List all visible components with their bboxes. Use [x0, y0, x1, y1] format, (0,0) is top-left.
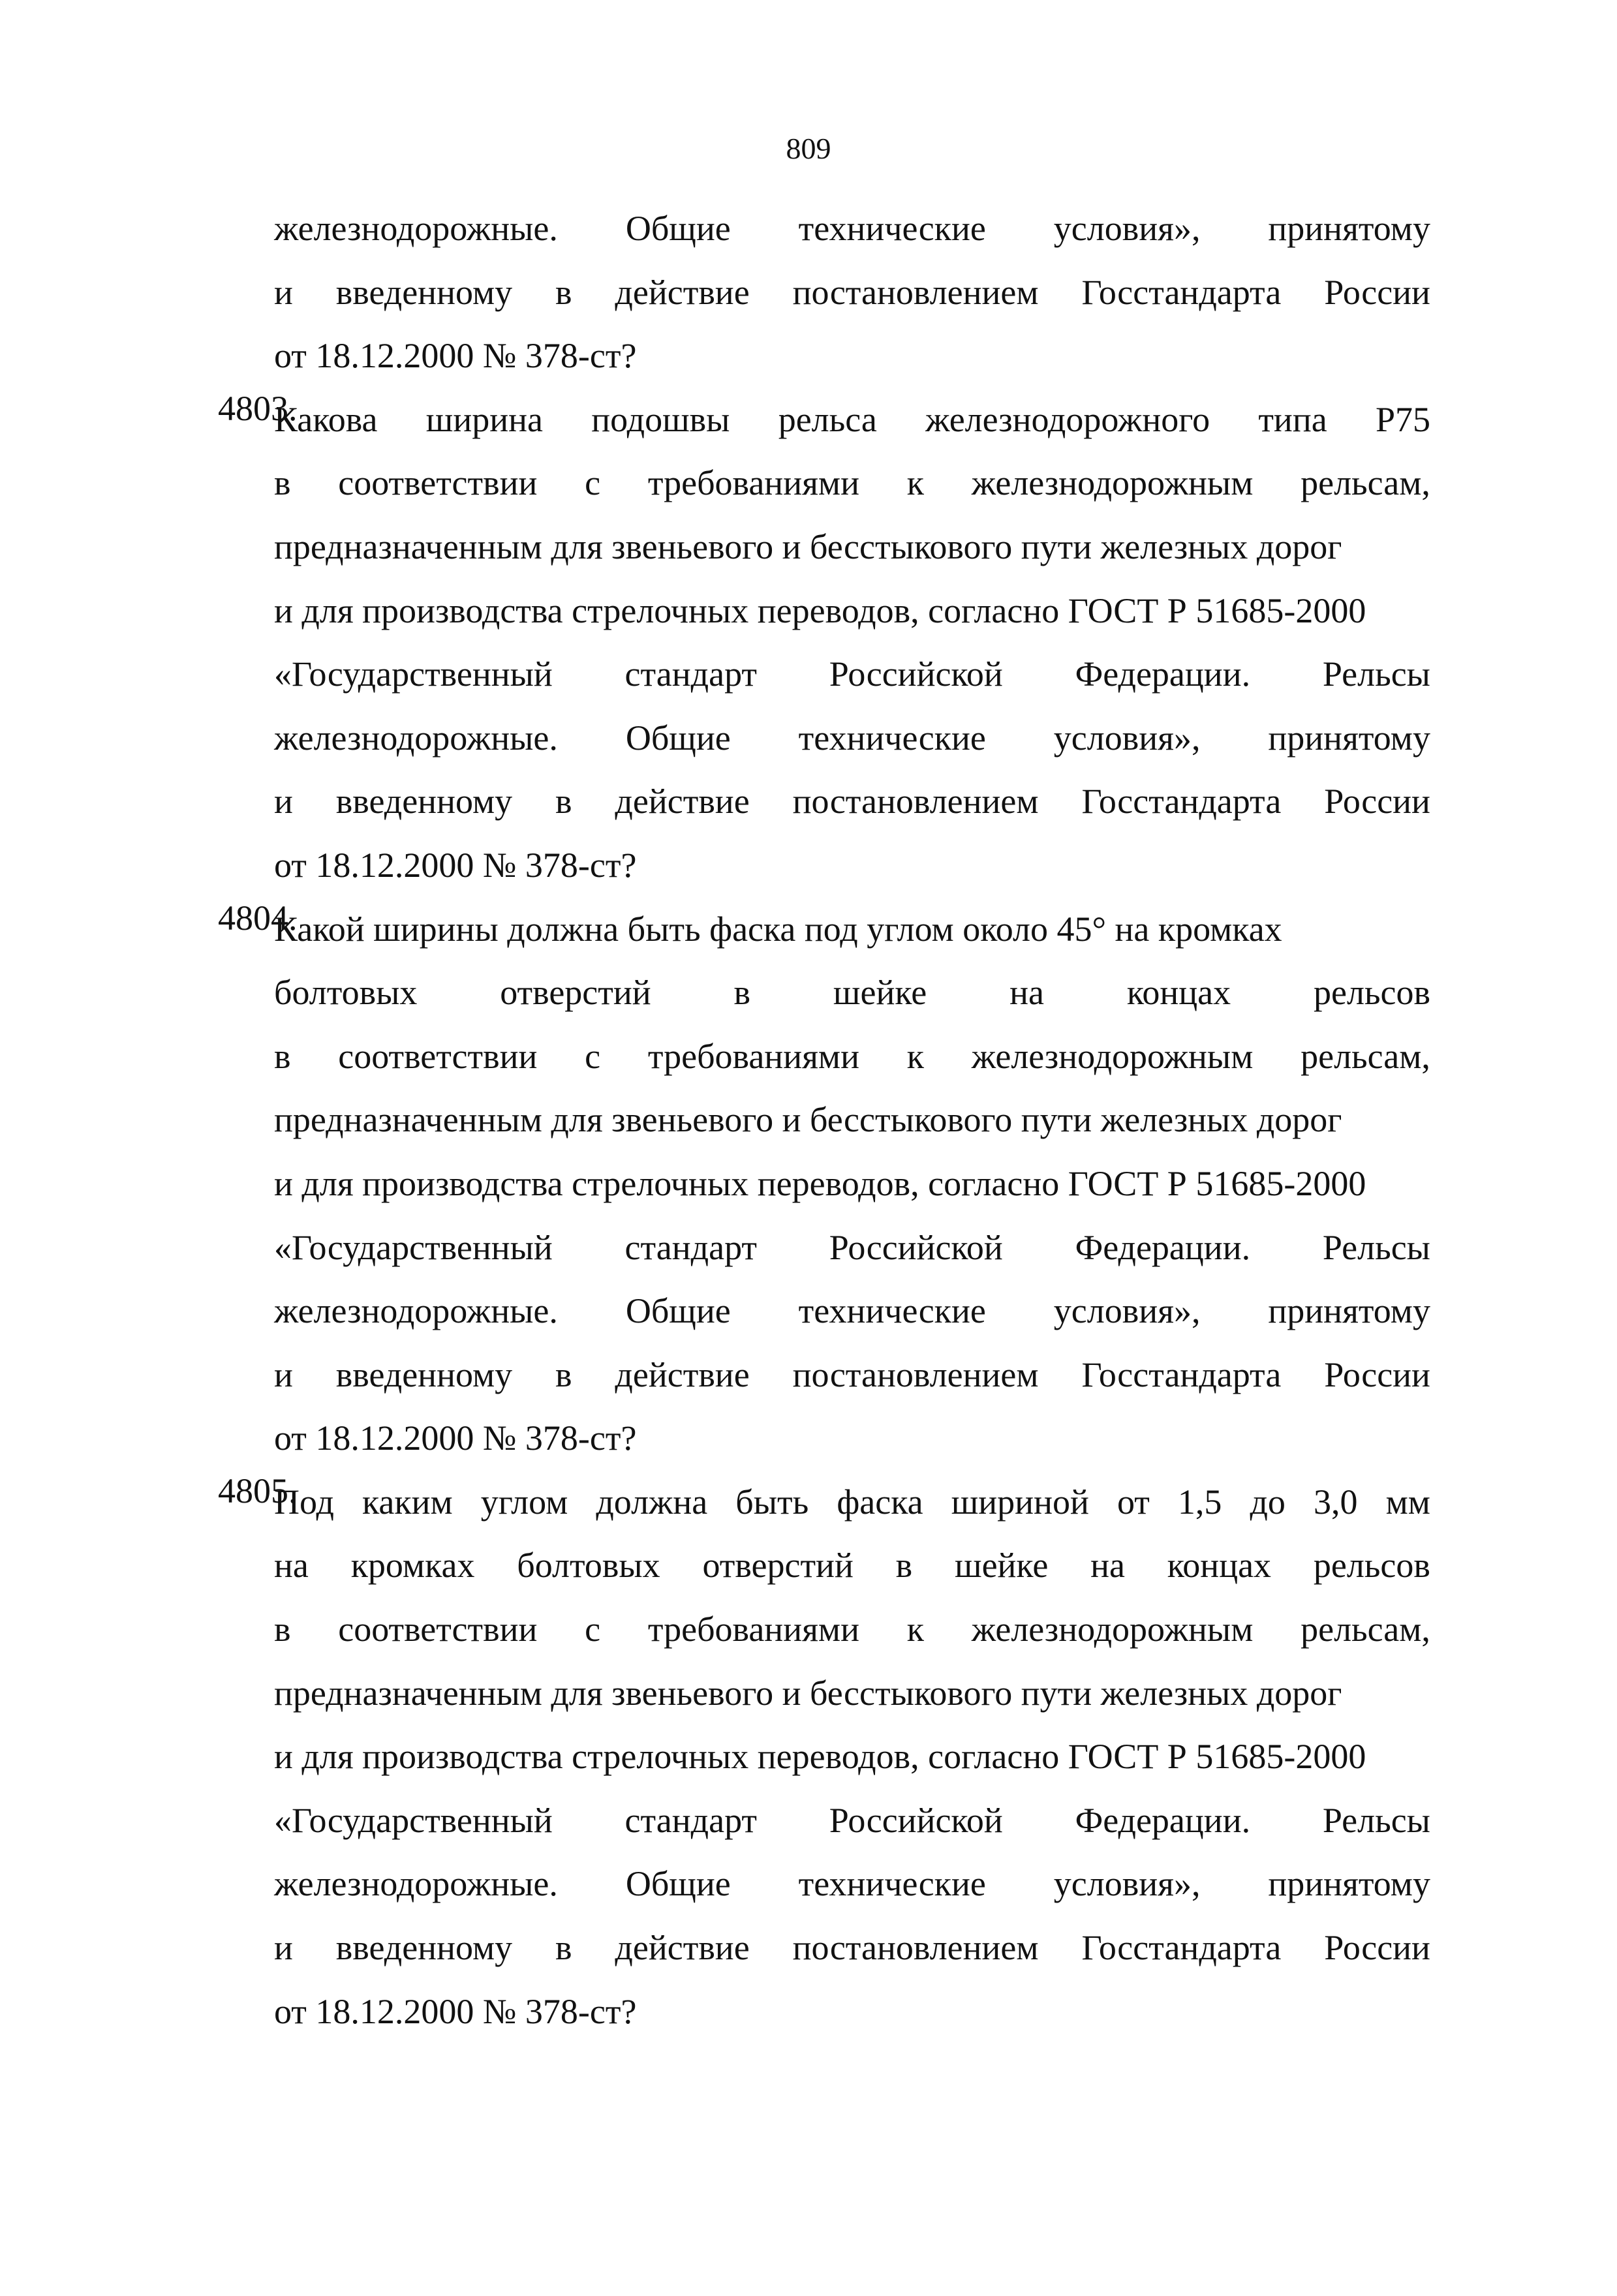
word: Рельсы: [1322, 1227, 1430, 1267]
word: должна: [596, 1482, 708, 1522]
word: действие: [615, 782, 750, 821]
word: технические: [798, 1864, 986, 1904]
text-line: [274, 707, 1430, 771]
text-line: [274, 961, 1430, 1025]
word: Общие: [625, 718, 731, 758]
text-line: от 18.12.2000 № 378-ст?: [274, 1418, 637, 1458]
question-number: 4805.: [218, 1471, 298, 1510]
word: рельсов: [1313, 1546, 1430, 1585]
word: условия»,: [1053, 209, 1201, 248]
word: Общие: [625, 1291, 731, 1331]
word: с: [585, 1036, 601, 1076]
word: шейке: [954, 1546, 1049, 1585]
word: введенному: [335, 1928, 513, 1968]
word: соответствии: [338, 1036, 538, 1076]
word: железнодорожного: [925, 399, 1210, 439]
text-line: от 18.12.2000 № 378-ст?: [274, 336, 637, 376]
word: типа: [1258, 399, 1327, 439]
word: железнодорожные.: [274, 209, 558, 248]
word: «Государственный: [274, 1800, 553, 1840]
word: в: [555, 1355, 572, 1394]
word: введенному: [335, 272, 513, 312]
text-body: [218, 197, 1430, 2043]
word: болтовых: [517, 1546, 660, 1585]
question-item: [218, 388, 1430, 898]
question-number: 4804.: [218, 898, 298, 938]
word: углом: [480, 1482, 568, 1522]
word: технические: [798, 718, 986, 758]
word: в: [274, 463, 291, 503]
word: введенному: [335, 782, 513, 821]
word: Федерации.: [1075, 654, 1251, 694]
word: принятому: [1268, 209, 1430, 248]
question-item: [218, 898, 1430, 1471]
word: подошвы: [591, 399, 730, 439]
word: условия»,: [1053, 1864, 1201, 1904]
word: требованиями: [647, 463, 860, 503]
word: с: [585, 1610, 601, 1649]
word: рельсам,: [1301, 463, 1430, 503]
page-number: 809: [786, 132, 831, 165]
word: и: [274, 1928, 293, 1968]
text-line: [274, 452, 1430, 515]
word: к: [906, 463, 925, 503]
word: в: [555, 1928, 572, 1968]
text-line: [274, 643, 1430, 707]
word: в: [555, 782, 572, 821]
text-line: [274, 1598, 1430, 1662]
word: с: [585, 463, 601, 503]
word: железнодорожным: [971, 1036, 1254, 1076]
text-line: Какой ширины должна быть фаска под углом около 45° на кромках: [274, 909, 1282, 949]
word: шейке: [833, 973, 927, 1013]
word: условия»,: [1053, 1291, 1201, 1331]
word: отверстий: [702, 1546, 854, 1585]
word: Российской: [829, 1800, 1003, 1840]
text-line: [274, 1534, 1430, 1598]
word: Госстандарта: [1081, 1928, 1282, 1968]
word: рельсам,: [1301, 1036, 1430, 1076]
word: в: [895, 1546, 913, 1585]
word: железнодорожным: [971, 1610, 1254, 1649]
word: Рельсы: [1322, 1800, 1430, 1840]
word: в: [274, 1036, 291, 1076]
text-line: предназначенным для звеньевого и бесстыкового пути железных дорог: [274, 527, 1342, 566]
text-line: [274, 770, 1430, 834]
word: России: [1324, 1355, 1430, 1394]
word: Федерации.: [1075, 1227, 1251, 1267]
word: в: [733, 973, 751, 1013]
word: Российской: [829, 654, 1003, 694]
word: Госстандарта: [1081, 782, 1282, 821]
text-line: [274, 261, 1430, 325]
text-line: [274, 1916, 1430, 1980]
word: действие: [615, 1928, 750, 1968]
word: каким: [362, 1482, 453, 1522]
word: действие: [615, 1355, 750, 1394]
text-line: и для производства стрелочных переводов, согласно ГОСТ Р 51685-2000: [274, 590, 1366, 630]
word: Федерации.: [1075, 1800, 1251, 1840]
word: концах: [1167, 1546, 1272, 1585]
word: железнодорожные.: [274, 718, 558, 758]
word: шириной: [951, 1482, 1089, 1522]
word: железнодорожным: [971, 463, 1254, 503]
text-line: [274, 1279, 1430, 1343]
word: стандарт: [624, 1800, 757, 1840]
word: постановлением: [792, 272, 1039, 312]
word: условия»,: [1053, 718, 1201, 758]
text-line: [274, 197, 1430, 261]
text-line: предназначенным для звеньевого и бесстыкового пути железных дорог: [274, 1100, 1342, 1140]
text-line: [274, 1343, 1430, 1407]
word: железнодорожные.: [274, 1291, 558, 1331]
word: мм: [1385, 1482, 1430, 1522]
text-line: предназначенным для звеньевого и бесстыкового пути железных дорог: [274, 1673, 1342, 1713]
word: соответствии: [338, 1610, 538, 1649]
word: Общие: [625, 209, 731, 248]
word: к: [906, 1610, 925, 1649]
word: России: [1324, 272, 1430, 312]
word: на: [1090, 1546, 1125, 1585]
text-line: [274, 1852, 1430, 1916]
word: 1,5: [1177, 1482, 1222, 1522]
word: и: [274, 1355, 293, 1394]
word: от: [1116, 1482, 1150, 1522]
word: Госстандарта: [1081, 272, 1282, 312]
word: стандарт: [624, 1227, 757, 1267]
word: стандарт: [624, 654, 757, 694]
text-line: [274, 1471, 1430, 1535]
word: Р75: [1375, 399, 1430, 439]
word: принятому: [1268, 718, 1430, 758]
word: кромках: [350, 1546, 475, 1585]
word: быть: [735, 1482, 809, 1522]
word: фаска: [837, 1482, 923, 1522]
text-line: [274, 388, 1430, 452]
word: на: [274, 1546, 309, 1585]
question-number: 4803.: [218, 388, 298, 428]
word: рельса: [778, 399, 877, 439]
word: Российской: [829, 1227, 1003, 1267]
word: принятому: [1268, 1864, 1430, 1904]
text-line: от 18.12.2000 № 378-ст?: [274, 1991, 637, 2031]
word: требованиями: [647, 1036, 860, 1076]
word: технические: [798, 209, 986, 248]
word: «Государственный: [274, 1227, 553, 1267]
word: Госстандарта: [1081, 1355, 1282, 1394]
word: действие: [615, 272, 750, 312]
word: рельсам,: [1301, 1610, 1430, 1649]
word: введенному: [335, 1355, 513, 1394]
word: 3,0: [1314, 1482, 1358, 1522]
word: на: [1009, 973, 1044, 1013]
word: до: [1250, 1482, 1286, 1522]
text-line: и для производства стрелочных переводов, согласно ГОСТ Р 51685-2000: [274, 1163, 1366, 1203]
text-line: и для производства стрелочных переводов, согласно ГОСТ Р 51685-2000: [274, 1737, 1366, 1777]
word: России: [1324, 1928, 1430, 1968]
word: принятому: [1268, 1291, 1430, 1331]
word: болтовых: [274, 973, 418, 1013]
word: рельсов: [1313, 973, 1430, 1013]
word: «Государственный: [274, 654, 553, 694]
word: Какова: [274, 399, 378, 439]
word: постановлением: [792, 782, 1039, 821]
word: концах: [1126, 973, 1231, 1013]
word: в: [274, 1610, 291, 1649]
word: ширина: [425, 399, 544, 439]
word: соответствии: [338, 463, 538, 503]
word: Под: [274, 1482, 334, 1522]
text-line: от 18.12.2000 № 378-ст?: [274, 845, 637, 885]
word: постановлением: [792, 1928, 1039, 1968]
word: и: [274, 272, 293, 312]
word: и: [274, 782, 293, 821]
word: Общие: [625, 1864, 731, 1904]
word: требованиями: [647, 1610, 860, 1649]
word: железнодорожные.: [274, 1864, 558, 1904]
word: технические: [798, 1291, 986, 1331]
word: России: [1324, 782, 1430, 821]
word: отверстий: [500, 973, 651, 1013]
question-item: [218, 1471, 1430, 2043]
word: в: [555, 272, 572, 312]
text-line: [274, 1216, 1430, 1280]
word: постановлением: [792, 1355, 1039, 1394]
word: к: [906, 1036, 925, 1076]
word: Рельсы: [1322, 654, 1430, 694]
text-line: [274, 1025, 1430, 1089]
text-line: [274, 1789, 1430, 1853]
